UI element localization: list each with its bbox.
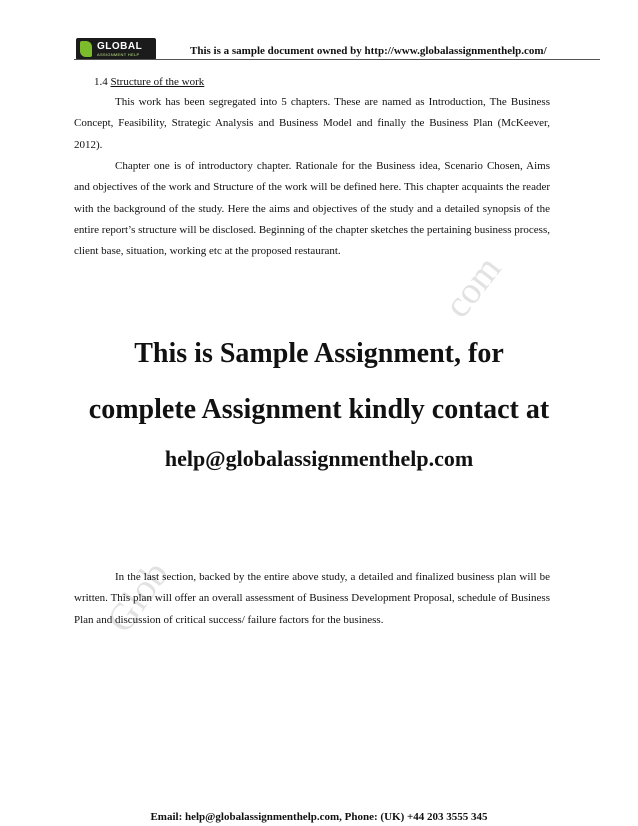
paragraph-chapters: This work has been segregated into 5 chapters. These are named as Introduction, The Business Concept, Feasibility, Strategic Analysis and Business Model and finally the Business Plan (McKeever, 2012).	[74, 96, 550, 151]
logo-text	[97, 42, 142, 57]
footer-contact: Email: help@globalassignmenthelp.com, Phone: (UK) +44 203 3555 345	[150, 811, 488, 823]
section-title: Structure of the work	[110, 76, 205, 88]
header-notice: This is a sample document owned by http://www.globalassignmenthelp.com/	[190, 45, 547, 57]
logo-word: GLOBAL	[97, 40, 143, 52]
section-heading	[94, 76, 204, 88]
header-divider	[74, 59, 600, 60]
sample-callout-line1: This is Sample Assignment, for	[134, 338, 504, 369]
section-number: 1.4	[94, 76, 108, 88]
sample-callout-line2: complete Assignment kindly contact at	[88, 394, 550, 425]
logo-subtitle: ASSIGNMENT HELP	[97, 51, 140, 57]
watermark-com: com	[436, 248, 510, 326]
company-logo	[76, 38, 156, 60]
watermark-glob: Glob	[99, 553, 177, 641]
leaf-icon	[80, 41, 92, 57]
paragraph-chapter-one: Chapter one is of introductory chapter. Rationale for the Business idea, Scenario Chosen, Aims and objectives of the work and Structure of the work will be defined here. This chapter acquaints the reader with the background of the study. Here the aims and objectives of the study and a detailed synopsis of the entire report’s structure will be disclosed. Beginning of the chapter sketches the pertaining business process, client base, situation, working etc at the proposed restaurant.	[74, 160, 550, 258]
sample-callout-email: help@globalassignmenthelp.com	[164, 446, 474, 471]
paragraph-last-section: In the last section, backed by the entire above study, a detailed and finalized business plan will be written. This plan will offer an overall assessment of Business Development Proposal, schedule of Business Plan and discussion of critical success/ failure factors for the business.	[74, 571, 550, 626]
